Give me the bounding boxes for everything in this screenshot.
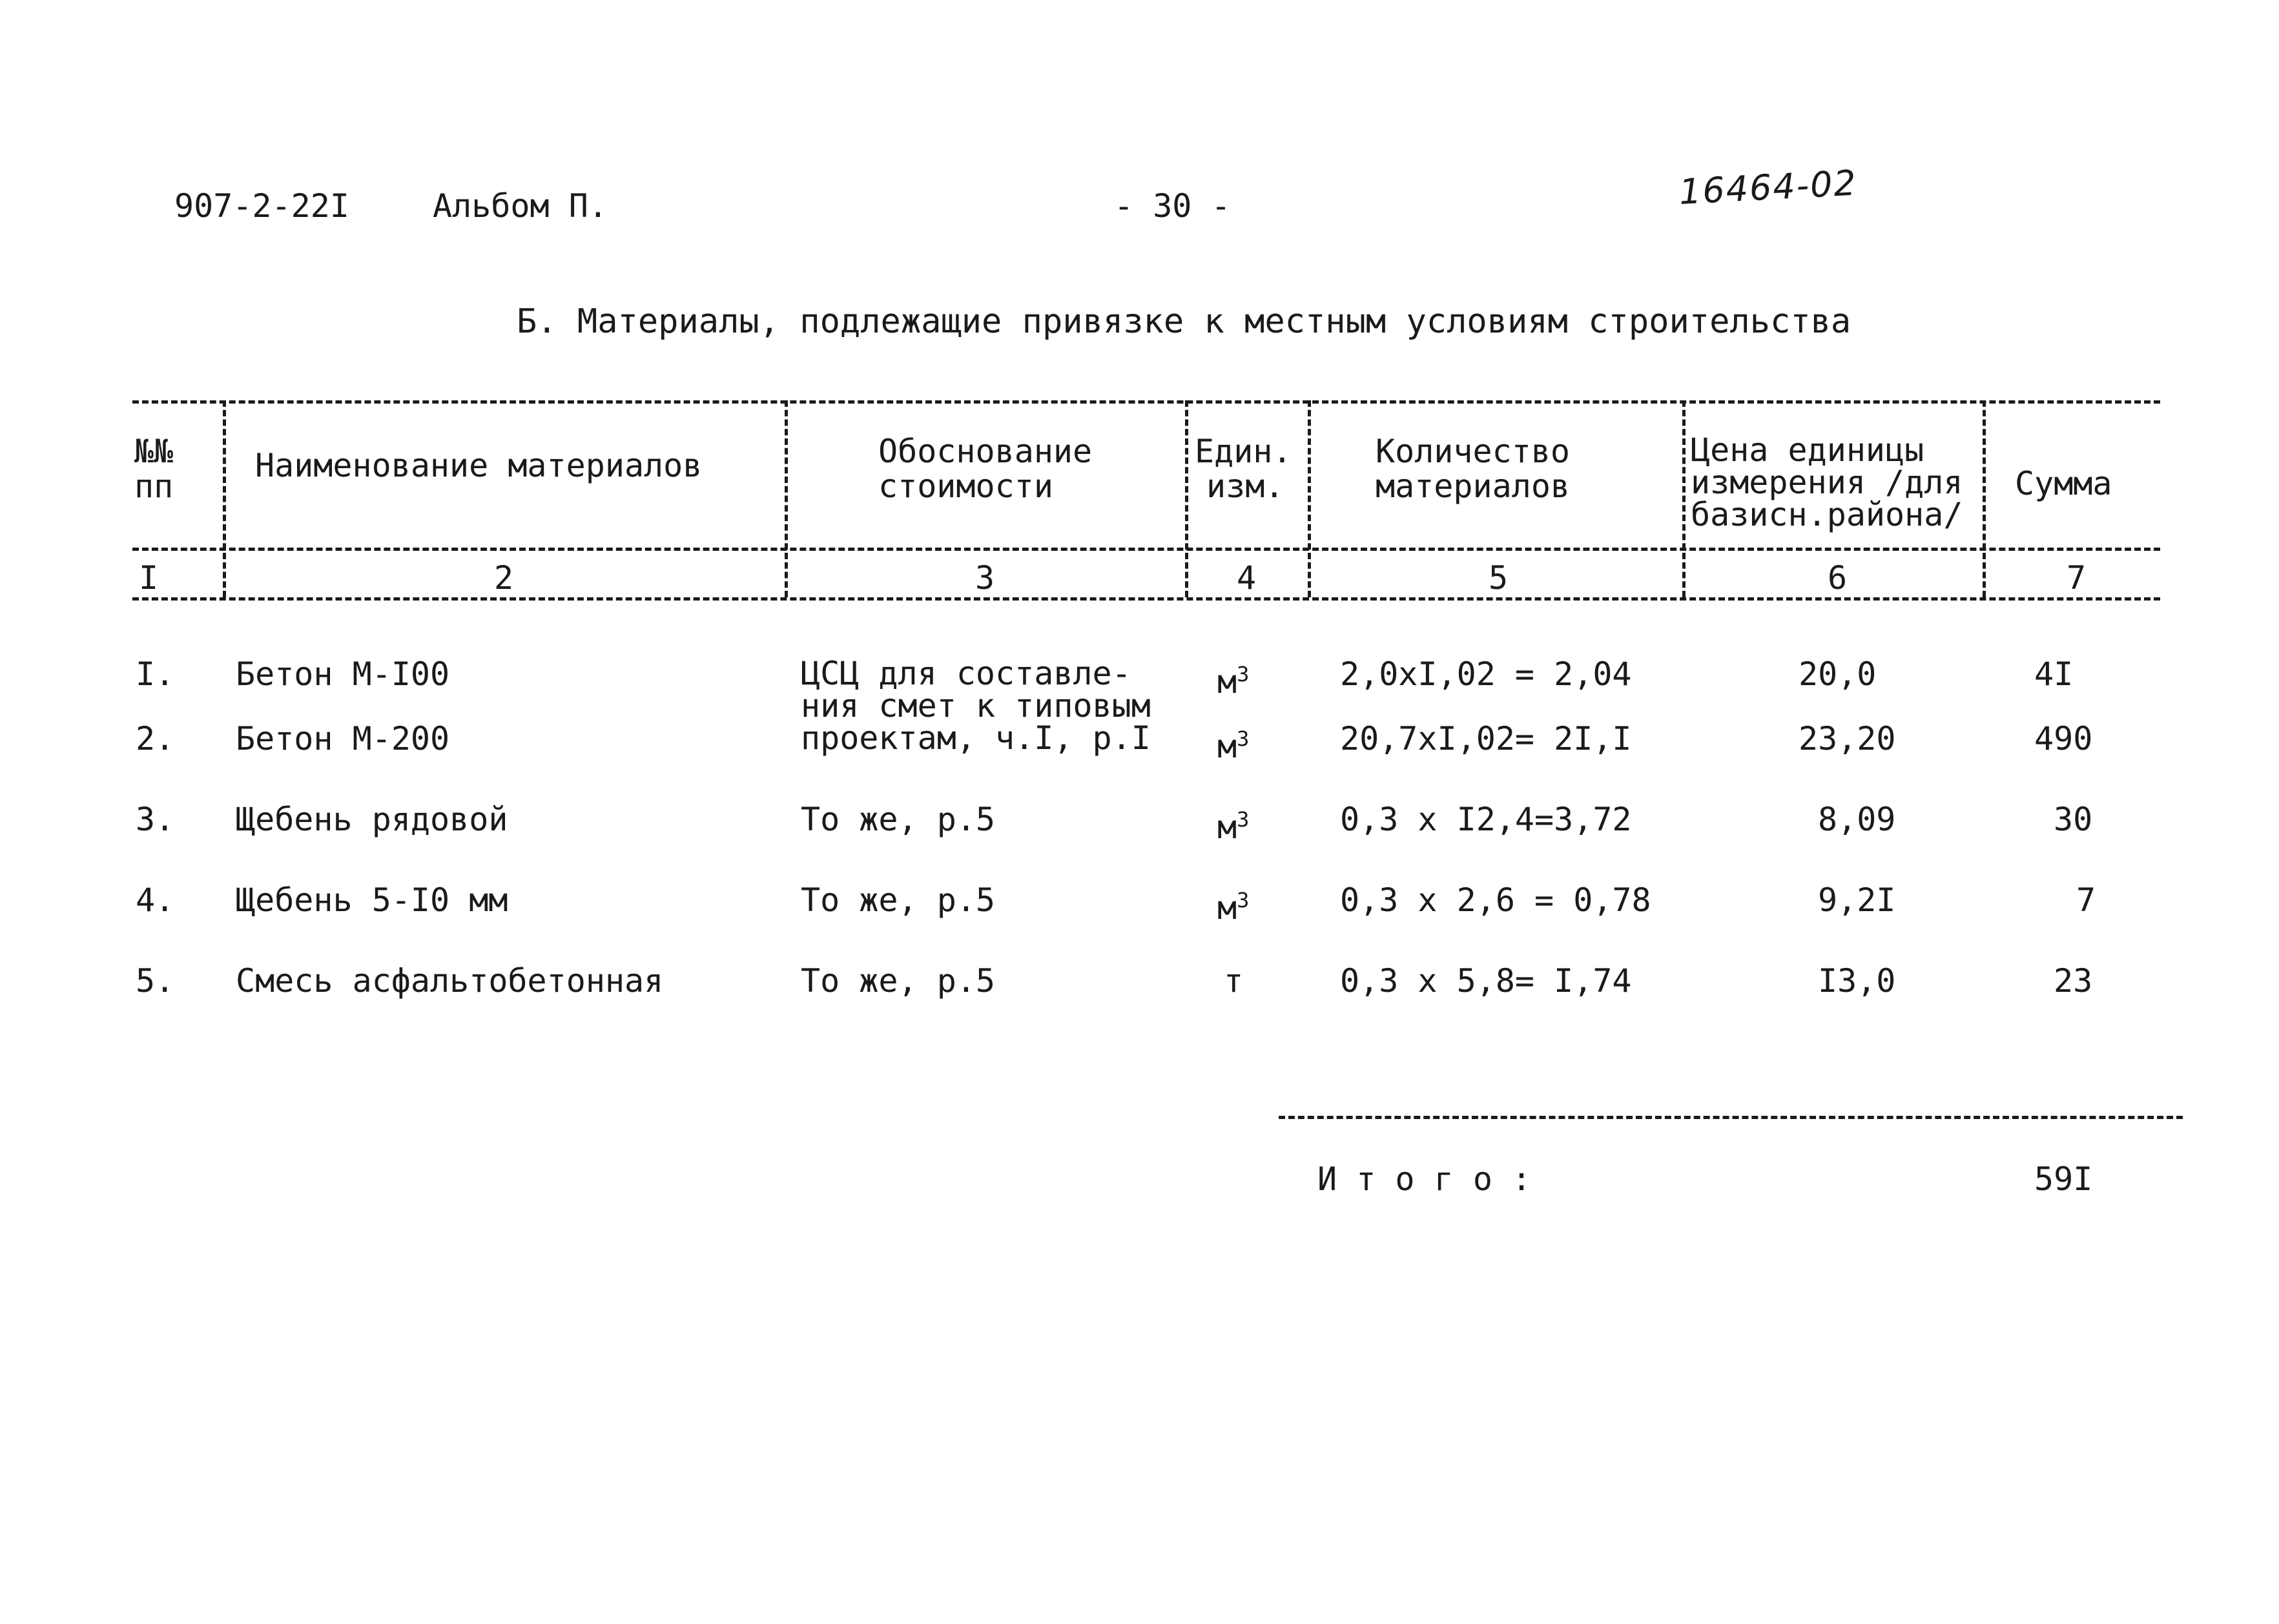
section-title: Б. Материалы, подлежащие привязке к местным условиям строительства — [517, 302, 1851, 341]
row-1-name: Бетон М-I00 — [236, 655, 450, 693]
header-number: №№ пп — [134, 433, 174, 505]
header-unit: Един. изм. — [1195, 433, 1292, 505]
row-1-unit: $м^3$ — [1217, 662, 1250, 701]
album-label: Альбом П. — [433, 187, 608, 225]
col-number-6: 6 — [1828, 559, 1848, 597]
row-4-number: 4. — [136, 881, 175, 919]
col-number-3: 3 — [975, 559, 995, 597]
row-3-price: 8,09 — [1818, 801, 1896, 838]
doc-code: 907-2-22I — [174, 187, 349, 225]
table-header-rule — [132, 548, 2160, 551]
col-divider-6 — [1983, 400, 1986, 597]
page-number: - 30 - — [1114, 187, 1231, 225]
handwritten-note: 16464-02 — [1678, 162, 1859, 212]
total-label: И т о г о : — [1317, 1160, 1532, 1198]
col-number-1: I — [139, 559, 159, 597]
row-4-price: 9,2I — [1818, 881, 1896, 919]
row-2-quantity: 20,7xI,02= 2I,I — [1340, 720, 1632, 757]
header-quantity: Количество материалов — [1376, 433, 1571, 505]
row-5-quantity: 0,3 x 5,8= I,74 — [1340, 962, 1632, 1000]
row-1-price: 20,0 — [1799, 655, 1877, 693]
header-material-name: Наименование материалов — [255, 447, 703, 484]
table-top-rule — [132, 400, 2160, 404]
row-2-name: Бетон М-200 — [236, 720, 450, 757]
row-2-unit: $м^3$ — [1217, 726, 1250, 765]
row-3-quantity: 0,3 x I2,4=3,72 — [1340, 801, 1632, 838]
header-sum: Сумма — [2015, 465, 2112, 502]
row-1-quantity: 2,0xI,02 = 2,04 — [1340, 655, 1632, 693]
row-4-cost-basis: То же, р.5 — [801, 881, 996, 919]
rows-1-2-cost-basis: ЦСЦ для составле- ния смет к типовым проектам, ч.I, р.I — [801, 655, 1151, 757]
col-number-2: 2 — [494, 559, 514, 597]
row-3-name: Щебень рядовой — [236, 801, 508, 838]
col-divider-4 — [1308, 400, 1311, 597]
row-4-unit: $м^3$ — [1217, 888, 1250, 927]
col-divider-3 — [1185, 400, 1188, 597]
row-3-unit: $м^3$ — [1217, 807, 1250, 846]
row-4-name: Щебень 5-I0 мм — [236, 881, 508, 919]
total-rule — [1279, 1116, 2183, 1119]
col-number-7: 7 — [2067, 559, 2087, 597]
row-5-price: I3,0 — [1818, 962, 1896, 1000]
row-4-quantity: 0,3 x 2,6 = 0,78 — [1340, 881, 1651, 919]
col-number-4: 4 — [1237, 559, 1257, 597]
row-5-unit: т — [1224, 962, 1244, 1000]
row-2-sum: 490 — [2034, 720, 2093, 757]
row-3-cost-basis: То же, р.5 — [801, 801, 996, 838]
row-5-name: Смесь асфальтобетонная — [236, 962, 664, 1000]
row-1-sum: 4I — [2034, 655, 2074, 693]
col-divider-2 — [785, 400, 788, 597]
header-cost-basis: Обоснование стоимости — [878, 433, 1093, 505]
row-2-price: 23,20 — [1799, 720, 1896, 757]
total-value: 59I — [2034, 1160, 2093, 1198]
row-4-sum: 7 — [2076, 881, 2096, 919]
row-5-cost-basis: То же, р.5 — [801, 962, 996, 1000]
header-unit-price: Цена единицы измерения /для базисн.района/ — [1691, 431, 1963, 533]
table-numbers-rule — [132, 597, 2160, 601]
col-divider-1 — [223, 400, 226, 597]
row-2-number: 2. — [136, 720, 175, 757]
row-5-sum: 23 — [2054, 962, 2093, 1000]
row-1-number: I. — [136, 655, 175, 693]
row-5-number: 5. — [136, 962, 175, 1000]
row-3-number: 3. — [136, 801, 175, 838]
col-divider-5 — [1682, 400, 1686, 597]
col-number-5: 5 — [1489, 559, 1509, 597]
row-3-sum: 30 — [2054, 801, 2093, 838]
